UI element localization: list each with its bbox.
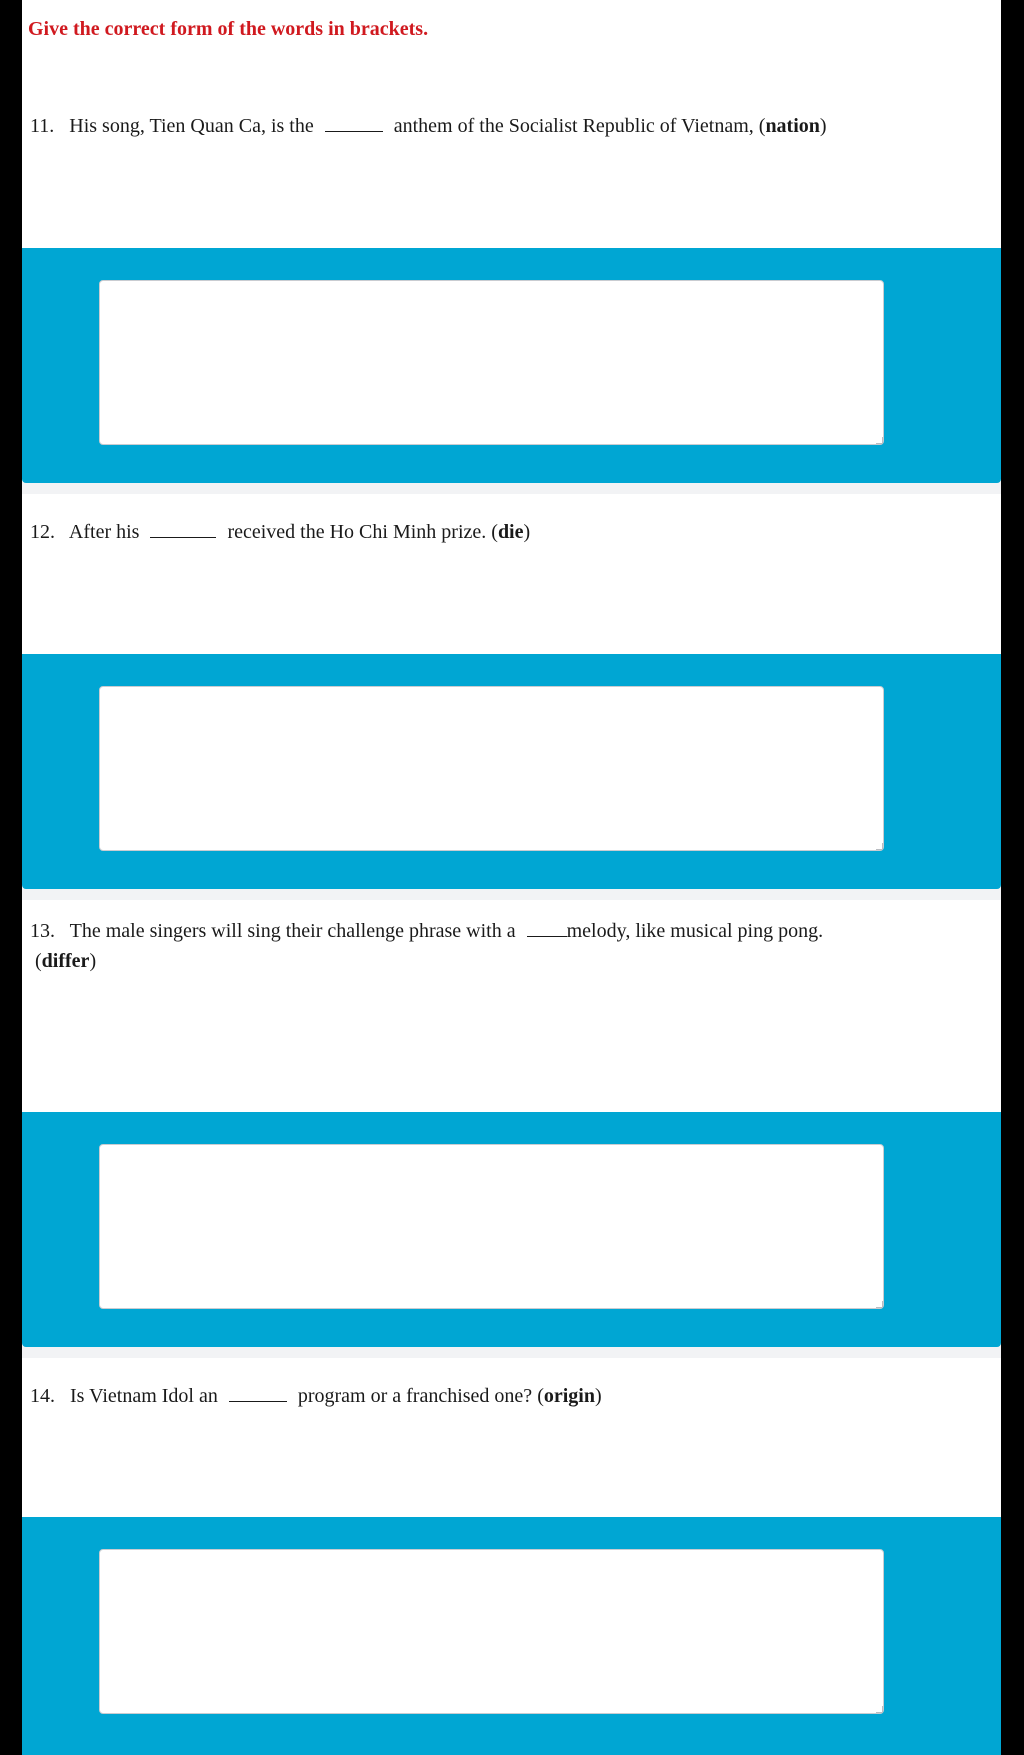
answer-blank [527, 918, 567, 937]
question-text: 11. His song, Tien Quan Ca, is the anthem of the Socialist Republic of Vietnam, (nation) [30, 115, 827, 137]
question-after-text: program or a franchised one? [297, 1385, 533, 1407]
bracket-word: origin [543, 1385, 595, 1407]
question-text: 12. After his received the Ho Chi Minh prize. (die) [30, 521, 531, 543]
bracket-word: differ [41, 950, 90, 972]
question-number: 14. [30, 1385, 55, 1407]
resize-handle-icon [876, 1301, 883, 1308]
answer-blank [325, 113, 383, 132]
bracket-word: nation [765, 115, 820, 137]
question-number: 12. [30, 521, 55, 543]
answer-panel-14 [22, 1517, 1001, 1755]
question-text: 13. The male singers will sing their challenge phrase with a melody, like musical ping pong. (differ) [30, 920, 824, 972]
answer-panel-13 [22, 1112, 1001, 1347]
answer-blank [229, 1383, 287, 1402]
question-14 [22, 1358, 1001, 1517]
question-after-text: melody, like musical ping pong. [566, 920, 824, 942]
answer-input-12[interactable] [99, 686, 884, 851]
resize-handle-icon [876, 437, 883, 444]
bracket-word: die [497, 521, 524, 543]
question-before-text: The male singers will sing their challenge phrase with a [69, 920, 516, 942]
answer-input-14[interactable] [99, 1549, 884, 1714]
question-13 [22, 900, 1001, 1112]
question-11 [22, 62, 1001, 248]
resize-handle-icon [876, 843, 883, 850]
question-before-text: His song, Tien Quan Ca, is the [69, 115, 314, 137]
answer-blank [150, 519, 216, 538]
question-after-text: received the Ho Chi Minh prize. [227, 521, 487, 543]
resize-handle-icon [876, 1706, 883, 1713]
instruction-text: Give the correct form of the words in brackets. [28, 18, 429, 40]
question-before-text: Is Vietnam Idol an [70, 1385, 218, 1407]
answer-input-11[interactable] [99, 280, 884, 445]
question-before-text: After his [68, 521, 140, 543]
answer-panel-12 [22, 654, 1001, 889]
answer-panel-11 [22, 248, 1001, 483]
question-number: 13. [30, 920, 55, 942]
question-after-text: anthem of the Socialist Republic of Vietnam, [393, 115, 754, 137]
question-number: 11. [30, 115, 55, 137]
instruction-block [22, 0, 1001, 62]
question-12 [22, 494, 1001, 654]
question-text: 14. Is Vietnam Idol an program or a franchised one? (origin) [30, 1385, 602, 1407]
answer-input-13[interactable] [99, 1144, 884, 1309]
